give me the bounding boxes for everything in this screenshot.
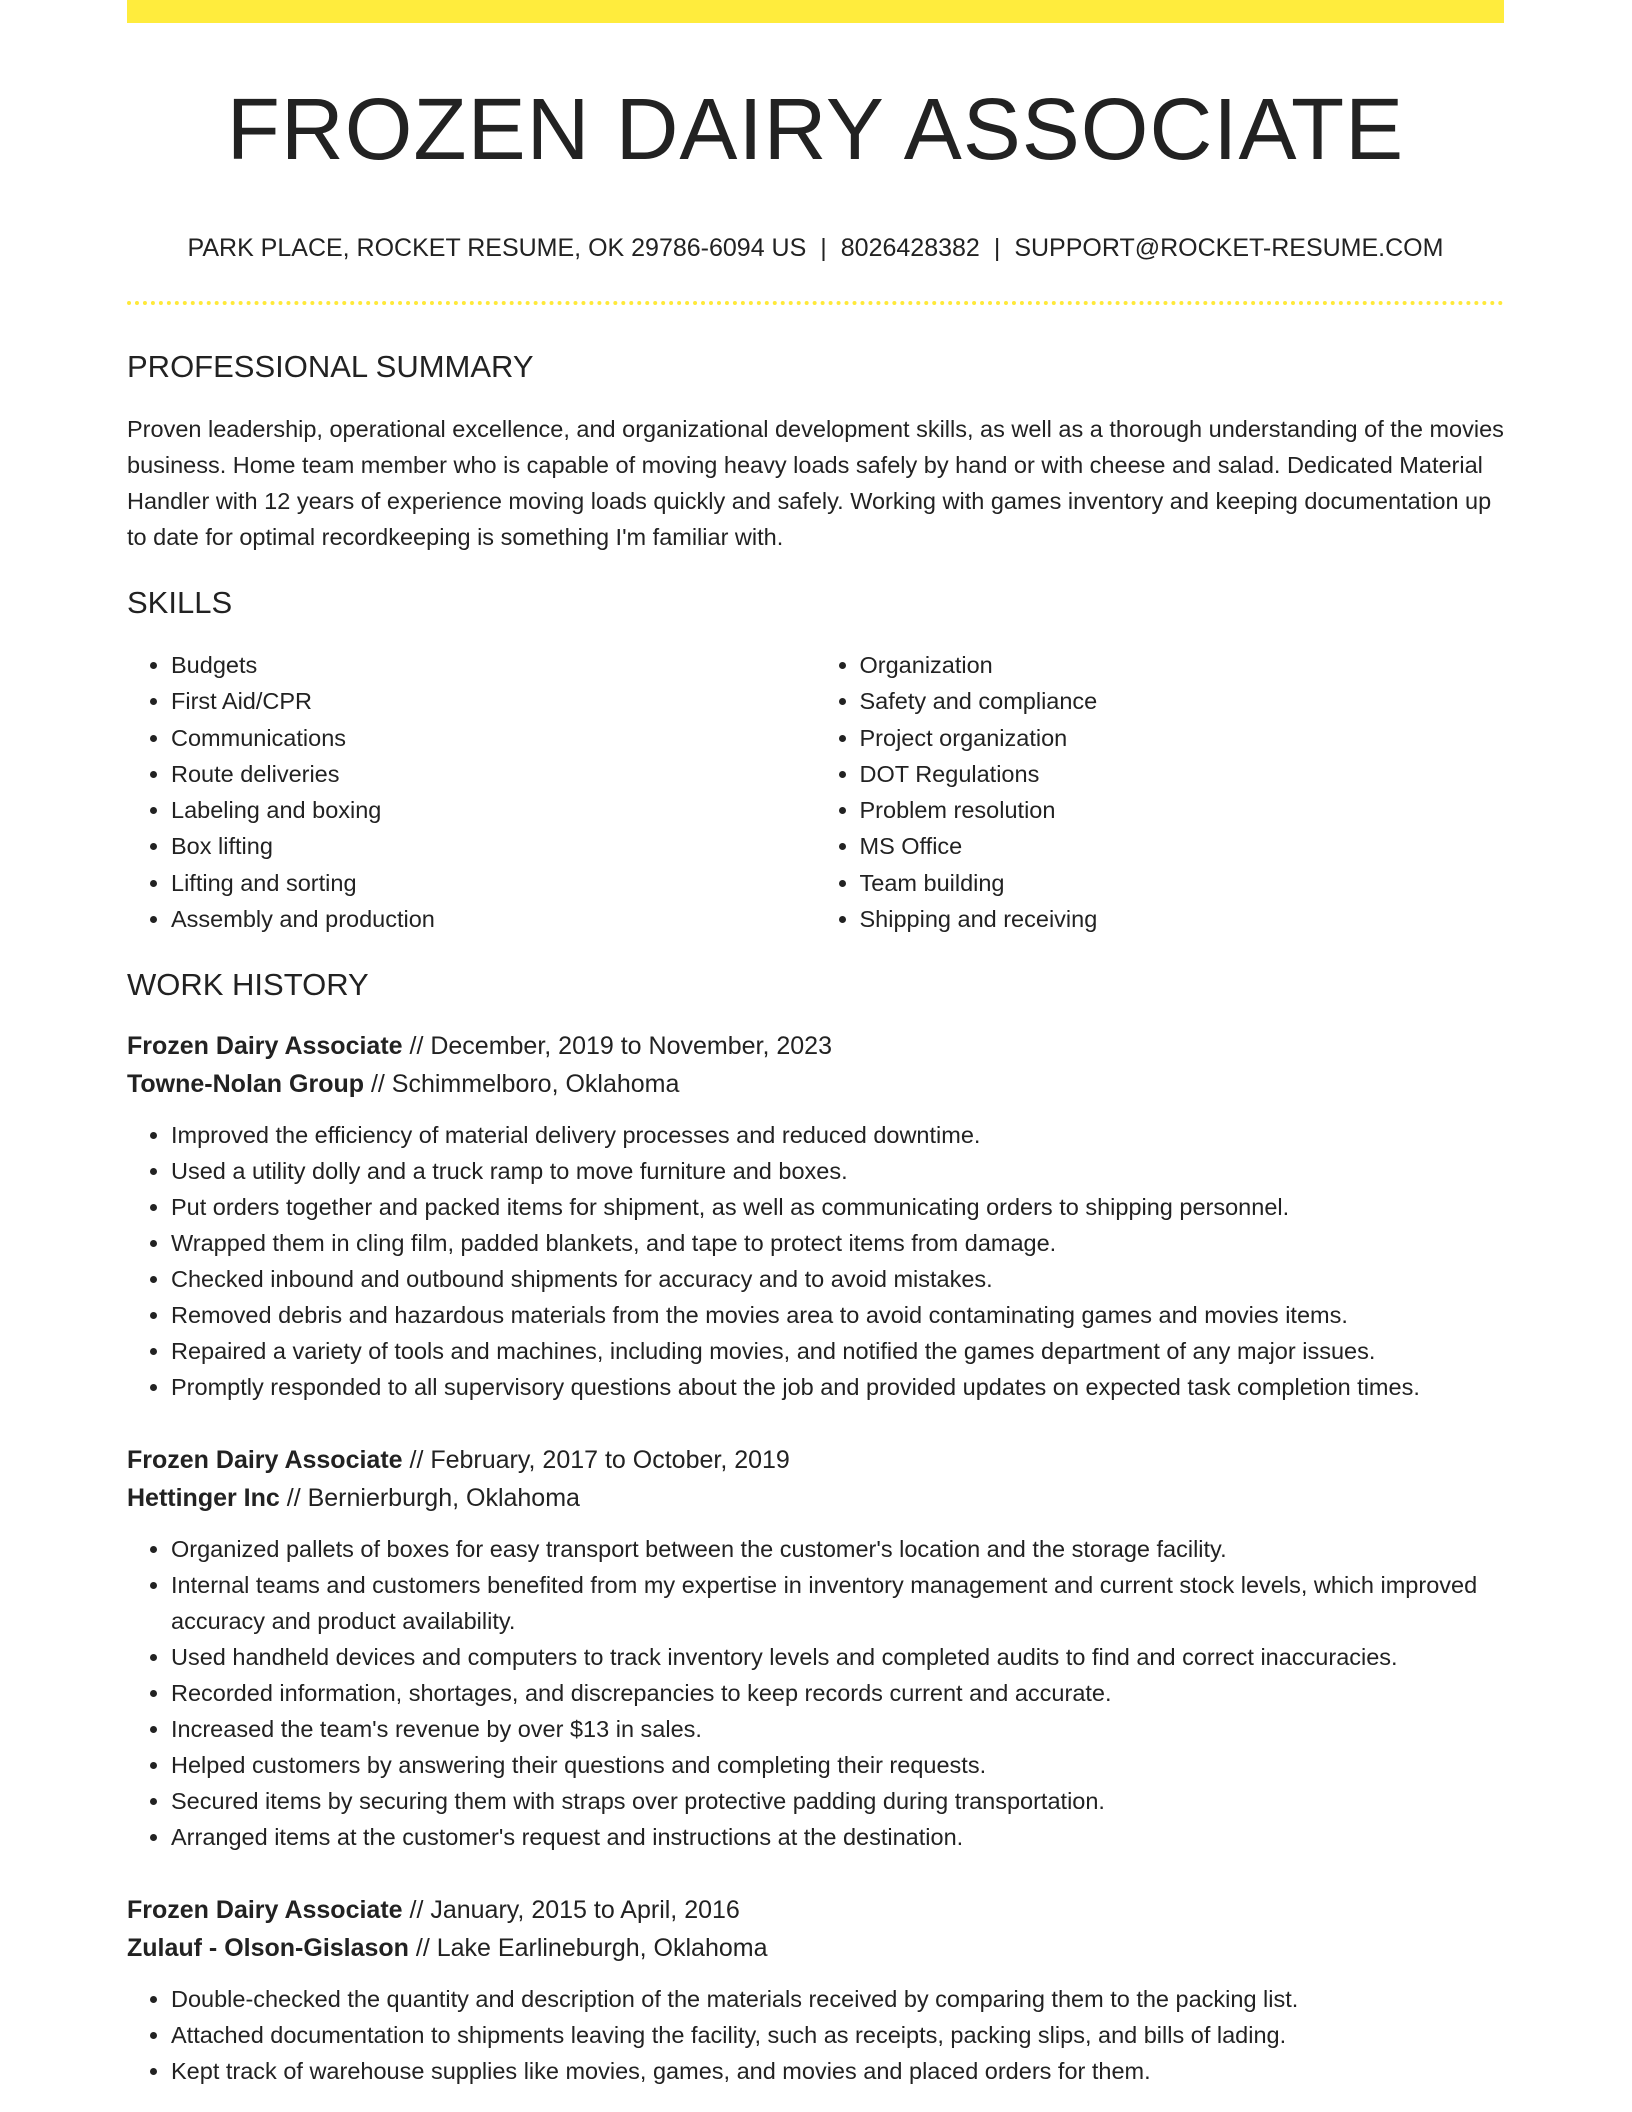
- skill-item: • Communications: [171, 720, 816, 756]
- header-divider: [127, 301, 1504, 305]
- job-role: Frozen Dairy Associate: [127, 1446, 403, 1475]
- job-entry: [127, 1891, 1504, 2089]
- job-bullet: • Arranged items at the customer's request and instructions at the destination.: [171, 1819, 1504, 1855]
- skill-item: • Route deliveries: [171, 756, 816, 792]
- skill-item: • Assembly and production: [171, 901, 816, 937]
- job-company-line: [127, 1929, 1504, 1967]
- skill-item: • DOT Regulations: [860, 756, 1505, 792]
- contact-address: PARK PLACE, ROCKET RESUME, OK 29786-6094 US: [187, 234, 807, 262]
- job-bullet: • Used handheld devices and computers to track inventory levels and completed audits to find and correct inaccuracies.: [171, 1639, 1504, 1675]
- skill-item: • First Aid/CPR: [171, 683, 816, 719]
- contact-phone: 8026428382: [840, 234, 980, 262]
- job-bullet: • Improved the efficiency of material delivery processes and reduced downtime.: [171, 1117, 1504, 1153]
- job-company: Towne-Nolan Group: [127, 1070, 365, 1099]
- job-bullets: [127, 1981, 1504, 2089]
- job-entry: [127, 1441, 1504, 1855]
- skills-column-right: [816, 647, 1505, 937]
- skills-heading: SKILLS: [127, 585, 233, 620]
- job-company: Hettinger Inc: [127, 1484, 280, 1513]
- job-dates: // December, 2019 to November, 2023: [402, 1032, 832, 1061]
- job-company: Zulauf - Olson-Gislason: [127, 1934, 409, 1963]
- job-company-line: [127, 1065, 1504, 1103]
- job-bullet: • Organized pallets of boxes for easy transport between the customer's location and the storage facility.: [171, 1531, 1504, 1567]
- job-bullets: [127, 1531, 1504, 1855]
- summary-heading: PROFESSIONAL SUMMARY: [127, 349, 534, 384]
- skill-item: • Lifting and sorting: [171, 865, 816, 901]
- contact-email: SUPPORT@ROCKET-RESUME.COM: [1014, 234, 1444, 262]
- job-bullets: [127, 1117, 1504, 1405]
- job-bullet: • Recorded information, shortages, and discrepancies to keep records current and accurate.: [171, 1675, 1504, 1711]
- job-bullet: • Double-checked the quantity and description of the materials received by comparing them to the packing list.: [171, 1981, 1504, 2017]
- job-bullet: • Removed debris and hazardous materials from the movies area to avoid contaminating games and movies items.: [171, 1297, 1504, 1333]
- job-location: // Lake Earlineburgh, Oklahoma: [408, 1934, 768, 1963]
- summary-text: Proven leadership, operational excellence, and organizational development skills, as well as a thorough understanding of the movies business. Home team member who is capable of moving heavy loads safely by hand or with cheese and salad. Dedicated Material Handler with 12 years of experience moving loads quickly and safely. Working with games inventory and keeping documentation up to date for optimal recordkeeping is something I'm familiar with.: [127, 416, 1504, 550]
- skill-item: • Project organization: [860, 720, 1505, 756]
- skill-item: • Budgets: [171, 647, 816, 683]
- skill-item: • Team building: [860, 865, 1505, 901]
- job-company-line: [127, 1479, 1504, 1517]
- job-bullet: • Attached documentation to shipments leaving the facility, such as receipts, packing slips, and bills of lading.: [171, 2017, 1504, 2053]
- skills-column-left: [127, 647, 816, 937]
- skill-item: • Safety and compliance: [860, 683, 1505, 719]
- job-location: // Bernierburgh, Oklahoma: [279, 1484, 580, 1513]
- contact-separator: |: [993, 234, 1001, 262]
- job-bullet: • Secured items by securing them with straps over protective padding during transportation.: [171, 1783, 1504, 1819]
- skill-item: • Box lifting: [171, 828, 816, 864]
- job-title-line: [127, 1891, 1504, 1929]
- skill-item: • Shipping and receiving: [860, 901, 1505, 937]
- skill-item: • Problem resolution: [860, 792, 1505, 828]
- job-title-line: [127, 1441, 1504, 1479]
- skill-item: • Organization: [860, 647, 1505, 683]
- job-bullet: • Wrapped them in cling film, padded blankets, and tape to protect items from damage.: [171, 1225, 1504, 1261]
- job-bullet: • Repaired a variety of tools and machines, including movies, and notified the games department of any major issues.: [171, 1333, 1504, 1369]
- work-history-heading: WORK HISTORY: [127, 967, 369, 1003]
- resume-content: [127, 0, 1504, 2089]
- skills-list: [127, 647, 1504, 937]
- job-bullet: • Used a utility dolly and a truck ramp to move furniture and boxes.: [171, 1153, 1504, 1189]
- job-dates: // February, 2017 to October, 2019: [402, 1446, 790, 1475]
- job-entry: [127, 1027, 1504, 1405]
- job-title-line: [127, 1027, 1504, 1065]
- job-bullet: • Promptly responded to all supervisory questions about the job and provided updates on expected task completion times.: [171, 1369, 1504, 1405]
- job-role: Frozen Dairy Associate: [127, 1896, 403, 1925]
- job-bullet: • Helped customers by answering their questions and completing their requests.: [171, 1747, 1504, 1783]
- resume-name: FROZEN DAIRY ASSOCIATE: [226, 81, 1405, 178]
- job-dates: // January, 2015 to April, 2016: [402, 1896, 740, 1925]
- job-bullet: • Internal teams and customers benefited from my expertise in inventory management and current stock levels, which improved accuracy and product availability.: [171, 1567, 1504, 1639]
- job-bullet: • Put orders together and packed items for shipment, as well as communicating orders to shipping personnel.: [171, 1189, 1504, 1225]
- contact-line: [127, 233, 1504, 263]
- job-bullet: • Kept track of warehouse supplies like movies, games, and movies and placed orders for them.: [171, 2053, 1504, 2089]
- skill-item: • Labeling and boxing: [171, 792, 816, 828]
- job-bullet: • Increased the team's revenue by over $13 in sales.: [171, 1711, 1504, 1747]
- job-role: Frozen Dairy Associate: [127, 1032, 403, 1061]
- job-bullet: • Checked inbound and outbound shipments for accuracy and to avoid mistakes.: [171, 1261, 1504, 1297]
- skill-item: • MS Office: [860, 828, 1505, 864]
- job-location: // Schimmelboro, Oklahoma: [364, 1070, 680, 1099]
- contact-separator: |: [820, 234, 827, 262]
